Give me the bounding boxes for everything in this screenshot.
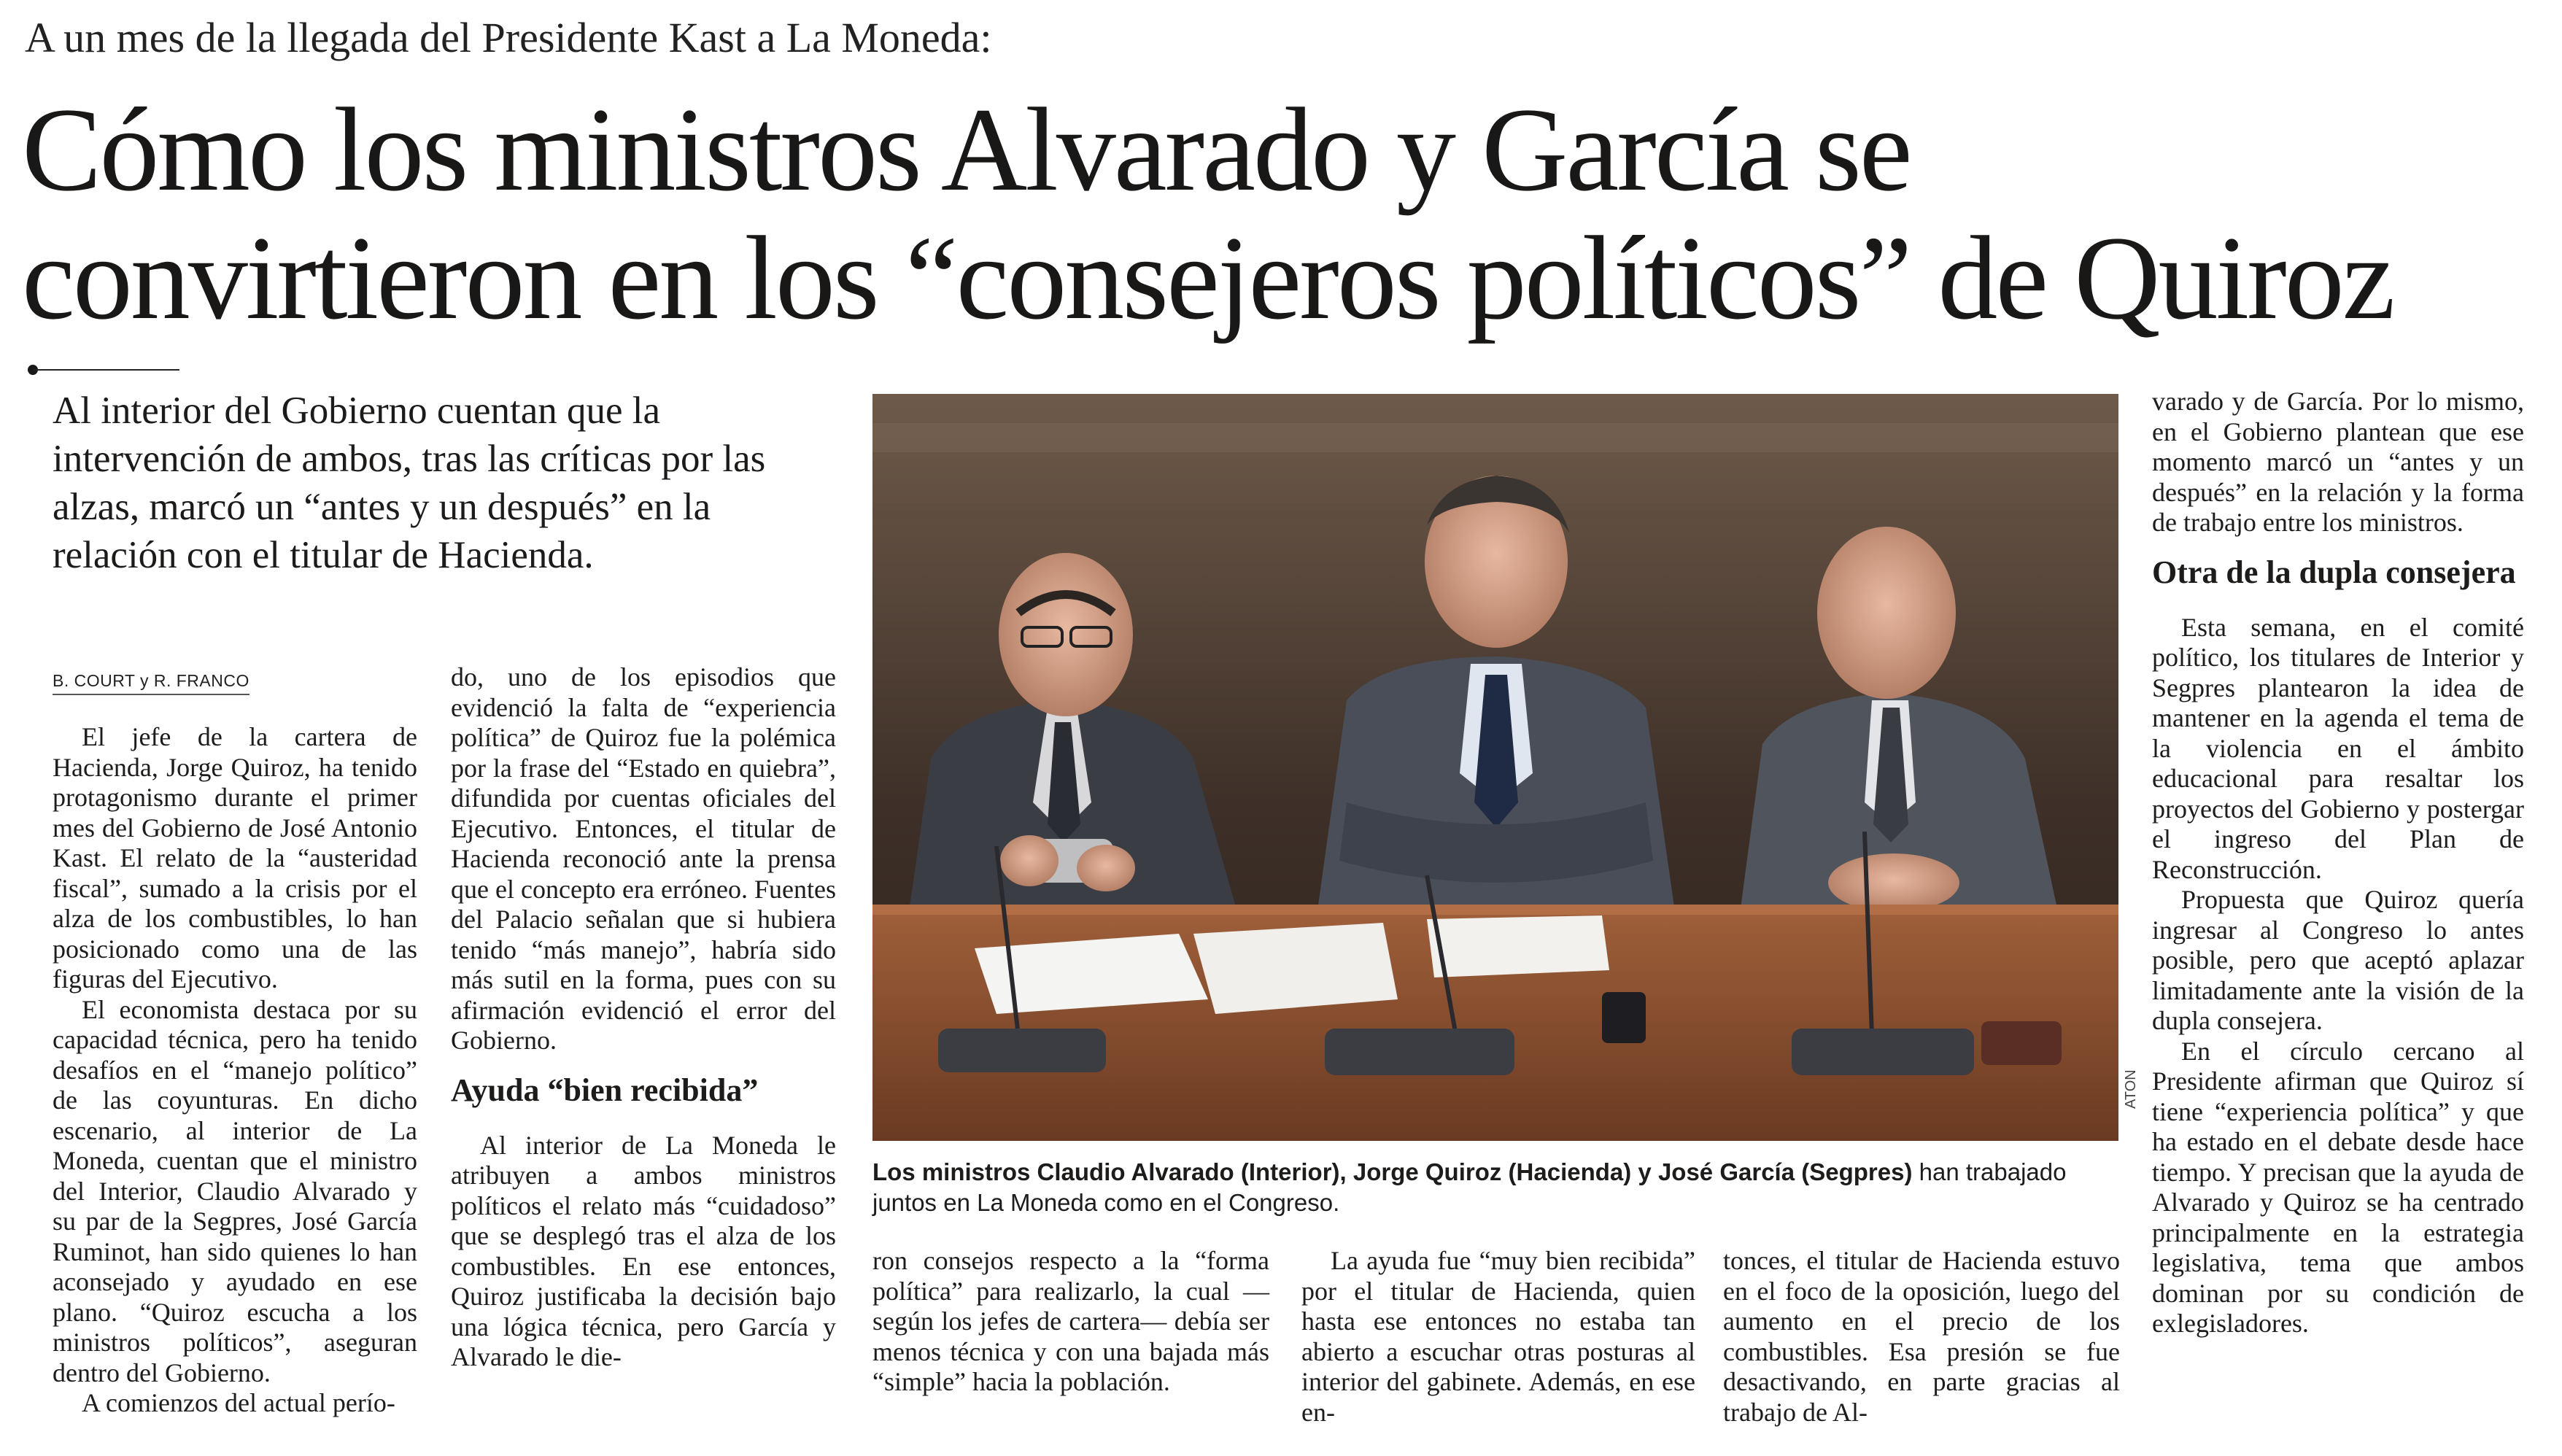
body-column-2 <box>451 662 836 1373</box>
paragraph: Esta semana, en el comité político, los titulares de Interior y Segpres plantearon la idea de mantener en la agenda el tema de la violencia en el ámbito educacional para resaltar los proyectos del Gobierno y postergar el ingreso del Plan de Reconstrucción. <box>2152 612 2524 884</box>
caption-text: han trabajado juntos en La Moneda como en el Congreso. <box>872 1158 2067 1216</box>
ministers-photo-illustration <box>872 394 2118 1141</box>
byline: B. COURT y R. FRANCO <box>53 671 249 695</box>
body-column-1 <box>53 722 417 1419</box>
photo-caption <box>872 1157 2127 1218</box>
kicker: A un mes de la llegada del Presidente Kast a La Moneda: <box>25 14 992 61</box>
photo-credit: ATON <box>2123 1069 2139 1109</box>
caption-bold: Los ministros Claudio Alvarado (Interior), Jorge Quiroz (Hacienda) y José García (Segpres) <box>872 1158 1913 1185</box>
headline-line-2: convirtieron en los “consejeros políticos” de Quiroz <box>22 212 2393 344</box>
subhead-ayuda: Ayuda “bien recibida” <box>451 1072 759 1108</box>
body-column-3 <box>872 1246 1269 1398</box>
paragraph: ron consejos respecto a la “forma política” para realizarlo, la cual —según los jefes de cartera— debía ser menos técnica y con una bajada más “simple” hacia la población. <box>872 1246 1269 1396</box>
deck: Al interior del Gobierno cuentan que la intervención de ambos, tras las críticas por las alzas, marcó un “antes y un después” en la relación con el titular de Hacienda. <box>53 390 766 576</box>
paragraph: La ayuda fue “muy bien recibida” por el titular de Hacienda, quien hasta ese entonces no estaba tan abierto a escuchar otras posturas al interior del gabinete. Además, en ese en- <box>1301 1246 1695 1427</box>
paragraph: do, uno de los episodios que evidenció la falta de “experiencia política” de Quiroz fue la polémica por la frase del “Estado en quiebra”, difundida por cuentas oficiales del Ejecutivo. Entonces, el titular de Hacienda reconoció ante la prensa que el concepto era erróneo. Fuentes del Palacio señalan que si hubiera tenido “más manejo”, habría sido más sutil en la forma, pues con su afirmación evidenció el error del Gobierno. <box>451 662 836 1055</box>
paragraph: varado y de García. Por lo mismo, en el Gobierno plantean que ese momento marcó un “antes y un después” en la relación y la forma de trabajo entre los ministros. <box>2152 387 2524 537</box>
body-column-4 <box>1301 1246 1695 1428</box>
paragraph: El jefe de la cartera de Hacienda, Jorge Quiroz, ha tenido protagonismo durante el primer mes del Gobierno de José Antonio Kast. El relato de la “austeridad fiscal”, sumado a la crisis por el alza de los combustibles, lo han posicionado como una de las figuras del Ejecutivo. <box>53 722 417 994</box>
paragraph: tonces, el titular de Hacienda estuvo en el foco de la oposición, luego del aumento en el precio de los combustibles. Esa presión se fue desactivando, en parte gracias al trabajo de Al- <box>1723 1246 2120 1427</box>
body-column-5 <box>1723 1246 2120 1428</box>
paragraph: Al interior de La Moneda le atribuyen a ambos ministros políticos el relato más “cuidadoso” que se desplegó tras el alza de los combustibles. En ese entonces, Quiroz justificaba la decisión bajo una lógica técnica, pero García y Alvarado le die- <box>451 1130 836 1371</box>
subhead-dupla: Otra de la dupla consejera <box>2152 554 2516 590</box>
deck-rule <box>34 369 179 371</box>
headline <box>22 86 2553 343</box>
paragraph: En el círculo cercano al Presidente afirman que Quiroz sí tiene “experiencia política” y que ha estado en el debate desde hace tiempo. Y precisan que la ayuda de Alvarado y Quiroz se ha centrado principalmente en la estrategia legislativa, tema que ambos dominan por su condición de exlegisladores. <box>2152 1036 2524 1338</box>
paragraph: A comienzos del actual perío- <box>82 1388 395 1417</box>
paragraph: El economista destaca por su capacidad técnica, pero ha tenido desafíos en el “manejo político” de las coyunturas. En dicho escenario, al interior de La Moneda, cuentan que el ministro del Interior, Claudio Alvarado y su par de la Segpres, José García Ruminot, han sido quienes lo han aconsejado y ayudado en ese plano. “Quiroz escucha a los ministros políticos”, aseguran dentro del Gobierno. <box>53 994 417 1387</box>
paragraph: Propuesta que Quiroz quería ingresar al Congreso lo antes posible, pero que aceptó aplazar limitadamente ante la visión de la dupla consejera. <box>2152 885 2524 1035</box>
body-column-6 <box>2152 387 2524 1339</box>
news-photo <box>872 394 2118 1141</box>
headline-line-1: Cómo los ministros Alvarado y García se <box>22 84 1911 216</box>
